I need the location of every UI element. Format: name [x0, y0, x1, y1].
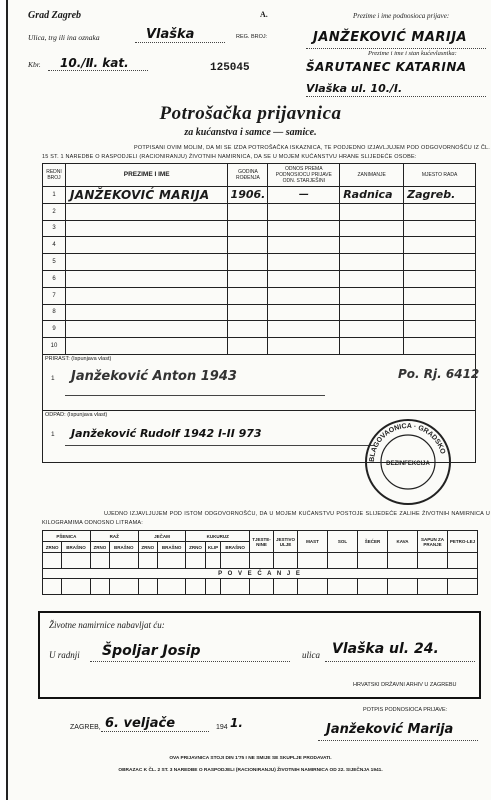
row-relation: — — [268, 187, 340, 204]
row-workplace — [404, 338, 476, 355]
row-number: 7 — [43, 287, 66, 304]
row-relation — [268, 203, 340, 220]
supply-street-line — [325, 661, 475, 662]
col-secer: ŠEĆER — [358, 531, 388, 553]
table-row — [43, 270, 476, 287]
table-row — [43, 187, 476, 204]
row-workplace — [404, 321, 476, 338]
row-relation — [268, 304, 340, 321]
row-relation — [268, 270, 340, 287]
shop-line — [90, 661, 290, 662]
applicant-value: JANŽEKOVIĆ MARIJA — [313, 30, 468, 45]
row-job — [340, 287, 404, 304]
house-line — [48, 70, 148, 71]
shop-value: Špoljar Josip — [102, 643, 201, 659]
row-year — [228, 254, 268, 271]
prirast-entry: Janžeković Anton 1943 — [71, 368, 237, 384]
odpad-label: ODPAD: (Ispunjava vlast) — [45, 411, 108, 418]
increase-label: P O V E Ć A N J E — [43, 569, 478, 579]
prirast-number: 1 — [51, 374, 55, 382]
year-label: 194 — [216, 724, 228, 731]
row-name — [65, 304, 228, 321]
col-header-job: ZANIMANJE — [340, 164, 404, 187]
street-label: Ulica, trg ili ina oznaka — [28, 33, 100, 42]
row-year — [228, 270, 268, 287]
qty-row — [43, 553, 478, 569]
sub-zrno: ZRNO — [90, 542, 109, 553]
street-line — [135, 42, 225, 43]
col-sol: SOL — [328, 531, 358, 553]
row-name — [65, 270, 228, 287]
row-number: 8 — [43, 304, 66, 321]
row-job — [340, 304, 404, 321]
prirast-reference: Po. Rj. 6412 — [398, 366, 480, 381]
row-name — [65, 321, 228, 338]
landlord-label: Prezime i ime i stan kućevlasnika: — [368, 50, 457, 57]
prirast-label: PRIRAST: (Ispunjava vlast) — [45, 355, 112, 362]
col-petrolej: PETRO-LEJ — [448, 531, 478, 553]
sub-zrno: ZRNO — [138, 542, 157, 553]
table-row — [43, 220, 476, 237]
row-year — [228, 237, 268, 254]
row-name — [65, 220, 228, 237]
supplies-table — [42, 530, 478, 595]
group-jecam: JEČAM — [138, 531, 186, 542]
svg-text:BLAGOVAONICA · GRADSKO: BLAGOVAONICA · GRADSKO — [368, 422, 447, 463]
row-workplace — [404, 237, 476, 254]
prirast-section — [43, 354, 480, 410]
row-relation — [268, 237, 340, 254]
row-number: 10 — [43, 338, 66, 355]
table-row — [43, 338, 476, 355]
supply-box — [38, 611, 481, 699]
row-name — [65, 203, 228, 220]
sub-brasno: BRAŠNO — [62, 542, 91, 553]
row-workplace — [404, 203, 476, 220]
row-relation — [268, 321, 340, 338]
row-year — [228, 304, 268, 321]
group-kukuruz: KUKURUZ — [186, 531, 250, 542]
sub-zrno: ZRNO — [43, 542, 62, 553]
svg-text:DEZINFEKCIJA: DEZINFEKCIJA — [386, 461, 430, 467]
date-line — [101, 731, 209, 732]
qty-increase-row — [43, 579, 478, 595]
house-value: 10./Ⅱ. kat. — [60, 56, 129, 70]
row-job — [340, 270, 404, 287]
group-raz: RAŽ — [90, 531, 138, 542]
row-workplace — [404, 270, 476, 287]
year-end: 1. — [230, 716, 243, 730]
table-row — [43, 254, 476, 271]
row-year: 1906. — [228, 187, 268, 204]
col-jestivo-ulje: JESTIVO ULJE — [274, 531, 298, 553]
row-name — [65, 254, 228, 271]
signature-label: POTPIS PODNOSIOCA PRIJAVE: — [363, 707, 448, 713]
row-name — [65, 338, 228, 355]
row-workplace — [404, 220, 476, 237]
col-tjestenine: TJESTE-NINE — [250, 531, 274, 553]
row-number: 3 — [43, 220, 66, 237]
form-subtitle: za kućanstva i samce — samice. — [184, 127, 317, 138]
odpad-number: 1 — [51, 430, 55, 438]
row-number: 9 — [43, 321, 66, 338]
intro-text: POTPISANI OVIM MOLIM, DA MI SE IZDA POTROŠAČKA ISKAZNICA, TE PODJEDNO IZJAVLJUJEM POD ODGOVORNOŠĆU IZ ČL. 15 ST. 1 NAREDBE O RASPODJELI (RACIONIRANJU) ŽIVOTNIH NAMIRNICA, DA SE U MOJEM KUĆANSTVU HRANE SLIJEDEĆE OSOBE: — [42, 145, 490, 160]
sub-brasno: BRAŠNO — [110, 542, 139, 553]
form-page — [6, 0, 491, 800]
signature: Janžeković Marija — [326, 722, 454, 737]
supply-street-label: ulica — [302, 650, 320, 660]
archive-stamp: HRVATSKI DRŽAVNI ARHIV U ZAGREBU — [353, 682, 457, 688]
row-year — [228, 203, 268, 220]
landlord-line — [306, 96, 486, 97]
row-number: 6 — [43, 270, 66, 287]
official-stamp — [364, 418, 452, 506]
row-workplace — [404, 254, 476, 271]
sub-brasno: BRAŠNO — [157, 542, 186, 553]
row-relation — [268, 254, 340, 271]
col-kava: KAVA — [388, 531, 418, 553]
col-header-workplace: MJESTO RADA — [404, 164, 476, 187]
row-number: 2 — [43, 203, 66, 220]
table-row — [43, 237, 476, 254]
row-job — [340, 254, 404, 271]
signature-line — [318, 740, 478, 741]
form-title: Potrošačka prijavnica — [159, 103, 342, 124]
declaration-text: UJEDNO IZJAVLJUJEM POD ISTOM ODGOVORNOŠĆU, DA U MOJEM KUĆANSTVU POSTOJE SLIJEDEĆE ZALIHE ŽIVOTNIH NAMIRNICA U KILOGRAMIMA ODNOSNO LITRAMA: — [42, 511, 490, 526]
row-job — [340, 321, 404, 338]
odpad-entry: Janžeković Rudolf 1942 I-II 973 — [71, 426, 262, 440]
row-job — [340, 203, 404, 220]
row-year — [228, 220, 268, 237]
row-year — [228, 321, 268, 338]
place-label: ZAGREB, — [70, 724, 101, 731]
form-letter: A. — [260, 10, 268, 19]
row-job: Radnica — [340, 187, 404, 204]
row-year — [228, 338, 268, 355]
col-sapun: SAPUN ZA PRANJE — [418, 531, 448, 553]
row-workplace — [404, 304, 476, 321]
applicant-label: Prezime i ime podnosioca prijave: — [353, 12, 450, 20]
sub-klip: KLIP — [205, 542, 221, 553]
row-number: 4 — [43, 237, 66, 254]
row-name — [65, 237, 228, 254]
reg-label: REG. BROJ: — [236, 34, 268, 40]
row-number: 1 — [43, 187, 66, 204]
col-header-no: REDNI BROJ — [43, 164, 66, 187]
col-header-relation: ODNOS PREMA PODNOSIOCU PRIJAVE ODN. STARJEŠINI — [268, 164, 340, 187]
row-year — [228, 287, 268, 304]
row-name: JANŽEKOVIĆ MARIJA — [65, 187, 228, 204]
sub-brasno: BRAŠNO — [221, 542, 250, 553]
regulation-note: OBRAZAC K ČL. 2 ST. 3 NAREDBE O RASPODJELI (RACIONIRANJU) ŽIVOTNIH NAMIRNICA OD 22. SIJEČNJA 1941. — [118, 768, 383, 773]
col-header-name: PREZIME I IME — [65, 164, 228, 187]
row-relation — [268, 287, 340, 304]
col-header-year: GODINA ROĐENJA — [228, 164, 268, 187]
row-workplace — [404, 287, 476, 304]
row-name — [65, 287, 228, 304]
row-job — [340, 338, 404, 355]
shop-label: U radnji — [49, 650, 80, 660]
table-row — [43, 304, 476, 321]
table-row — [43, 203, 476, 220]
row-relation — [268, 220, 340, 237]
row-relation — [268, 338, 340, 355]
house-label: Kbr. — [28, 60, 41, 69]
table-row — [43, 287, 476, 304]
date-value: 6. veljače — [105, 716, 176, 731]
row-number: 5 — [43, 254, 66, 271]
street-value: Vlaška — [146, 27, 195, 42]
applicant-line — [306, 48, 486, 49]
supply-label: Životne namirnice nabavljat ću: — [49, 620, 165, 630]
price-note: OVA PRIJAVNICA STOJI DIN 1'75 I NE SMIJE SE SKUPLJE PRODAVATI. — [169, 756, 332, 761]
table-row — [43, 321, 476, 338]
col-mast: MAST — [298, 531, 328, 553]
landlord-address: Vlaška ul. 10./Ⅰ. — [306, 82, 403, 95]
prirast-rule — [65, 395, 325, 396]
row-job — [340, 220, 404, 237]
group-psenica: PŠENICA — [43, 531, 91, 542]
odpad-rule — [65, 445, 375, 446]
city-label: Grad Zagreb — [28, 10, 82, 21]
row-job — [340, 237, 404, 254]
serial-number: 125045 — [210, 62, 250, 74]
row-workplace: Zagreb. — [404, 187, 476, 204]
supply-street-value: Vlaška ul. 24. — [332, 641, 439, 657]
sub-zrno: ZRNO — [186, 542, 205, 553]
landlord-value: ŠARUTANEC KATARINA — [306, 60, 467, 74]
